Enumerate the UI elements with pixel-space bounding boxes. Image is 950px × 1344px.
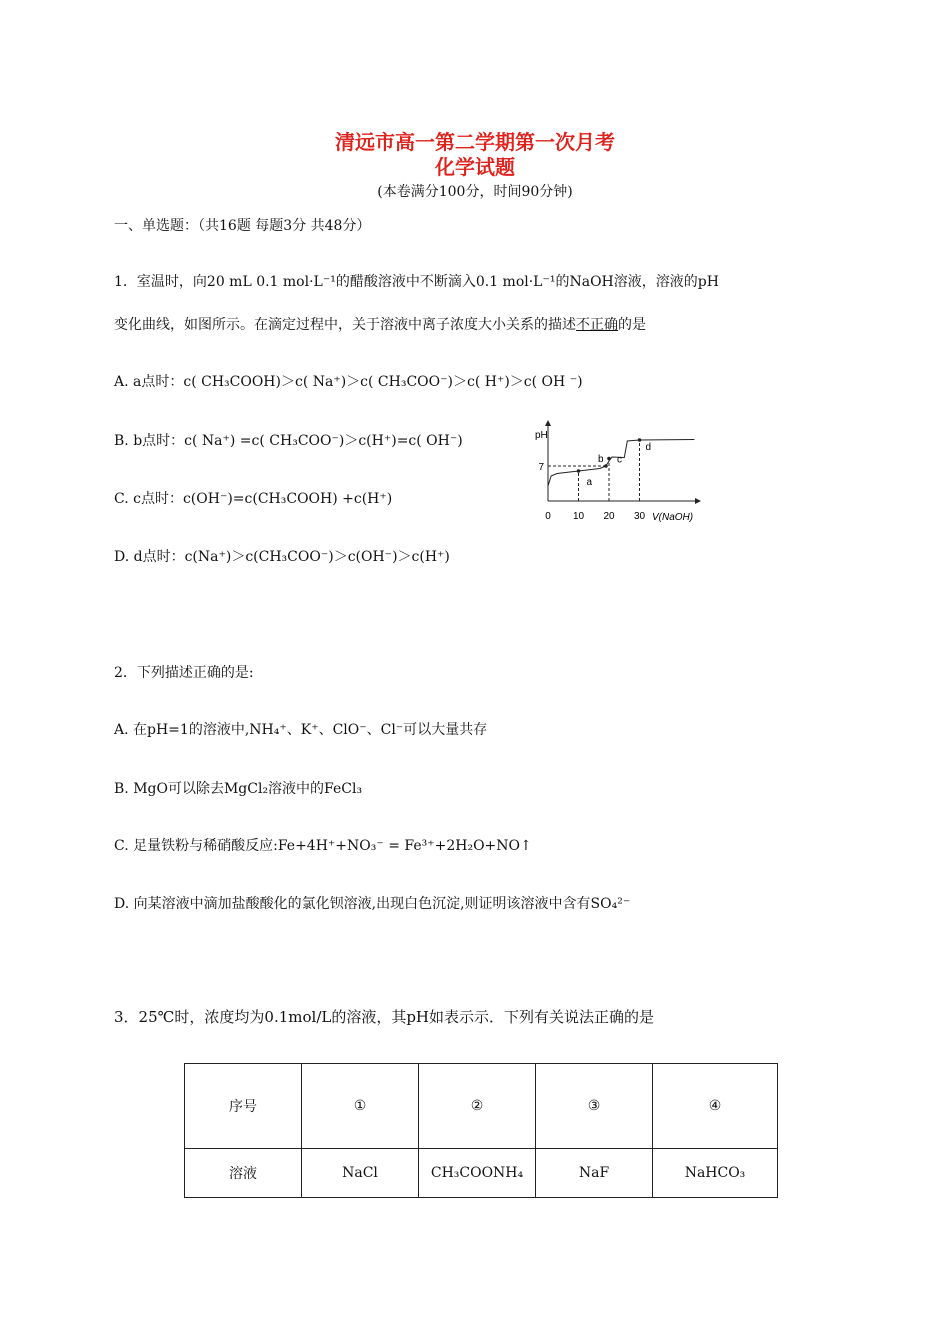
table-cell: 序号	[185, 1064, 302, 1149]
x-axis-arrow	[695, 498, 701, 504]
q2-option-c: C. 足量铁粉与稀硝酸反应:Fe+4H⁺+NO₃⁻ = Fe³⁺+2H₂O+NO↑	[114, 838, 532, 854]
point-label-a: a	[586, 477, 593, 488]
point-label-d: d	[645, 442, 652, 453]
table-cell: ④	[653, 1064, 778, 1149]
q1-option-c: C. c点时：c(OH⁻)=c(CH₃COOH) +c(H⁺)	[114, 491, 393, 507]
point-d	[638, 438, 642, 442]
x-tick-label: 10	[572, 511, 585, 522]
y-axis-arrow	[545, 420, 551, 426]
table-header-row	[185, 1064, 778, 1149]
q2-option-b: B. MgO可以除去MgCl₂溶液中的FeCl₃	[114, 781, 363, 797]
q1-stem-line1: 1．室温时，向20 mL 0.1 mol·L⁻¹的醋酸溶液中不断滴入0.1 mol·L⁻¹的NaOH溶液，溶液的pH	[114, 274, 719, 290]
point-c	[607, 457, 611, 461]
q2-stem: 2．下列描述正确的是:	[114, 665, 254, 681]
y-tick-label: 7	[538, 462, 544, 473]
x-tick-labels	[545, 511, 645, 522]
point-b	[604, 464, 608, 468]
q1-option-b: B. b点时：c( Na⁺) =c( CH₃COO⁻)＞c(H⁺)=c( OH⁻)	[114, 433, 463, 449]
q1-stem-line2	[114, 314, 646, 334]
title-line1: 清远市高一第二学期第一次月考	[335, 130, 615, 154]
x-tick-label: 30	[633, 511, 646, 522]
table-cell: 溶液	[185, 1149, 302, 1198]
q1-stem-underlined: 不正确	[576, 317, 618, 333]
chart-axes	[545, 420, 701, 504]
x-tick-label: 20	[603, 511, 615, 522]
table-cell: ③	[536, 1064, 653, 1149]
section-heading: 一、单选题：（共16题 每题3分 共48分）	[114, 218, 371, 234]
point-label-b: b	[597, 454, 604, 465]
table-cell: ①	[302, 1064, 419, 1149]
q2-option-d: D. 向某溶液中滴加盐酸酸化的氯化钡溶液,出现白色沉淀,则证明该溶液中含有SO₄²⁻	[114, 896, 631, 912]
titration-chart	[525, 412, 710, 527]
y-axis-label: pH	[535, 430, 548, 441]
table-row	[185, 1149, 778, 1198]
point-label-c: c	[617, 454, 622, 466]
q1-stem-line2-pre: 变化曲线，如图所示。在滴定过程中，关于溶液中离子浓度大小关系的描述	[114, 317, 576, 333]
table-cell: NaCl	[302, 1149, 419, 1198]
ph-table	[184, 1063, 778, 1198]
q3-stem: 3．25℃时，浓度均为0.1mol/L的溶液，其pH如表示示．下列有关说法正确的是	[114, 1008, 655, 1026]
table-cell: NaF	[536, 1149, 653, 1198]
q1-option-d: D. d点时：c(Na⁺)＞c(CH₃COO⁻)＞c(OH⁻)＞c(H⁺)	[114, 549, 450, 565]
table-cell: NaHCO₃	[653, 1149, 778, 1198]
point-a	[577, 469, 581, 473]
y-tick-labels	[538, 462, 544, 473]
table-cell: ②	[419, 1064, 536, 1149]
table-cell: CH₃COONH₄	[419, 1149, 536, 1198]
q2-option-a: A. 在pH=1的溶液中,NH₄⁺、K⁺、ClO⁻、Cl⁻可以大量共存	[114, 722, 488, 738]
title-line2: 化学试题	[435, 155, 515, 179]
subtitle: (本卷满分100分，时间90分钟)	[377, 184, 573, 200]
q1-option-a: A. a点时：c( CH₃COOH)＞c( Na⁺)＞c( CH₃COO⁻)＞c( H⁺)＞c( OH ⁻)	[114, 374, 583, 390]
x-tick-label: 0	[545, 511, 551, 522]
x-axis-label: V(NaOH)	[652, 512, 694, 523]
q1-stem-line2-post: 的是	[618, 317, 646, 333]
